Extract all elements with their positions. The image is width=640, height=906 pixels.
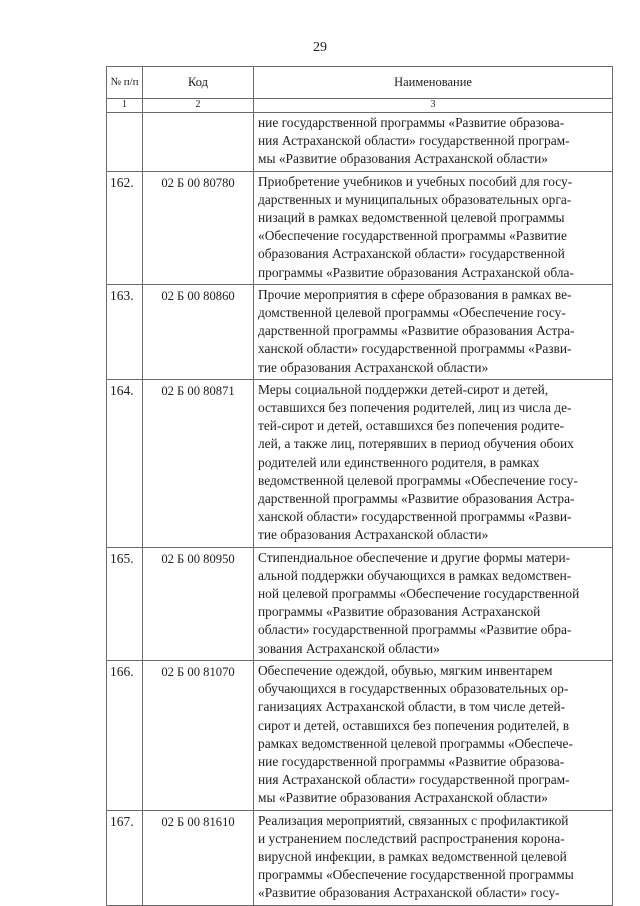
table-body [107,113,613,906]
row-name-line: «Обеспечение государственной программы «Развитие [258,228,567,244]
row-name-line: «Развитие образования Астраханской области» госу- [258,885,560,901]
row-code: 02 Б 00 80871 [143,379,254,547]
row-name-line: ния Астраханской области» государственной програм- [258,133,570,149]
table-row [107,547,613,660]
column-index-1: 1 [107,99,143,113]
row-name-line: программы «Развитие образования Астраханской обла- [258,264,574,280]
row-code: 02 Б 00 81610 [143,810,254,905]
row-number: 163. [107,284,143,379]
row-name-line: домственной целевой программы «Обеспечение госу- [258,305,566,321]
row-name-line: и устранением последствий распространения корона- [258,830,565,846]
row-name-line: ние государственной программы «Развитие образова- [258,115,565,130]
row-name-line: обучающихся в государственных образовательных ор- [258,681,569,697]
table-row [107,113,613,172]
row-name [254,171,613,284]
row-name-line: Приобретение учебников и учебных пособий для госу- [258,173,573,189]
row-name-line: сирот и детей, оставшихся без попечения родителей, в [258,717,570,733]
row-name-line: ганизациях Астраханской области, в том числе детей- [258,699,566,715]
row-name-line: низаций в рамках ведомственной целевой программы [258,210,565,226]
table-row [107,284,613,379]
row-number: 165. [107,547,143,660]
row-number: 167. [107,810,143,905]
row-name-line: родителей или единственного родителя, в рамках [258,454,540,470]
row-name [254,284,613,379]
row-name-line: лей, а также лиц, потерявших в период обучения обоих [258,436,574,452]
row-name-line: оставшихся без попечения родителей, лиц из числа де- [258,400,572,416]
row-name-line: тие образования Астраханской области» [258,359,489,375]
row-code: 02 Б 00 80780 [143,171,254,284]
row-name-line: ной целевой программы «Обеспечение государственной [258,586,580,602]
row-name-line: альной поддержки обучающихся в рамках ведомствен- [258,567,572,583]
row-name-line: Стипендиальное обеспечение и другие формы матери- [258,549,571,565]
row-name-line: рамках ведомственной целевой программы «Обеспече- [258,735,573,751]
row-code: 02 Б 00 80860 [143,284,254,379]
row-number: 162. [107,171,143,284]
row-name-line: Реализация мероприятий, связанных с профилактикой [258,812,569,828]
row-name-line: ния Астраханской области» государственной програм- [258,772,570,788]
row-name-line: программы «Обеспечение государственной программы [258,867,574,883]
row-name-line: дарственной программы «Развитие образования Астра- [258,491,575,507]
column-index-row [107,99,613,113]
row-name-line: дарственных и муниципальных образовательных орга- [258,191,572,207]
page-number: 29 [313,40,327,55]
row-code [143,113,254,172]
header-number: № п/п [107,67,143,99]
row-name-line: вирусной инфекции, в рамках ведомственной целевой [258,848,567,864]
row-number: 166. [107,660,143,810]
row-name-line: ханской области» государственной программы «Разви- [258,509,572,525]
row-code: 02 Б 00 80950 [143,547,254,660]
row-name-line: области» государственной программы «Развитие обра- [258,622,572,638]
row-name-line: программы «Развитие образования Астраханской [258,604,541,620]
budget-classification-table [106,66,613,906]
table-header-row [107,67,613,99]
row-number [107,113,143,172]
row-name-line: Прочие мероприятия в сфере образования в рамках ве- [258,286,572,302]
row-name-line: ние государственной программы «Развитие образова- [258,753,565,769]
row-name [254,660,613,810]
row-name-line: зования Астраханской области» [258,640,440,656]
row-name-line: Обеспечение одеждой, обувью, мягким инвентарем [258,662,553,678]
row-name-line: ведомственной целевой программы «Обеспечение госу- [258,472,578,488]
row-name-line: дарственной программы «Развитие образования Астра- [258,323,575,339]
table-row [107,171,613,284]
table-row [107,660,613,810]
column-index-3: 3 [254,99,613,113]
column-index-2: 2 [143,99,254,113]
row-name-line: тей-сирот и детей, оставшихся без попечения родите- [258,418,565,434]
row-name-line: тие образования Астраханской области» [258,527,489,543]
row-name [254,379,613,547]
row-name-line: ханской области» государственной программы «Разви- [258,341,572,357]
row-number: 164. [107,379,143,547]
header-code: Код [143,67,254,99]
row-code: 02 Б 00 81070 [143,660,254,810]
row-name [254,547,613,660]
row-name-line: мы «Развитие образования Астраханской области» [258,151,548,167]
table-row [107,379,613,547]
table-row [107,810,613,905]
row-name [254,810,613,905]
row-name-line: Меры социальной поддержки детей-сирот и детей, [258,381,549,397]
row-name [254,113,613,172]
row-name-line: образования Астраханской области» государственной [258,246,565,262]
header-name: Наименование [254,67,613,99]
row-name-line: мы «Развитие образования Астраханской области» [258,790,548,806]
